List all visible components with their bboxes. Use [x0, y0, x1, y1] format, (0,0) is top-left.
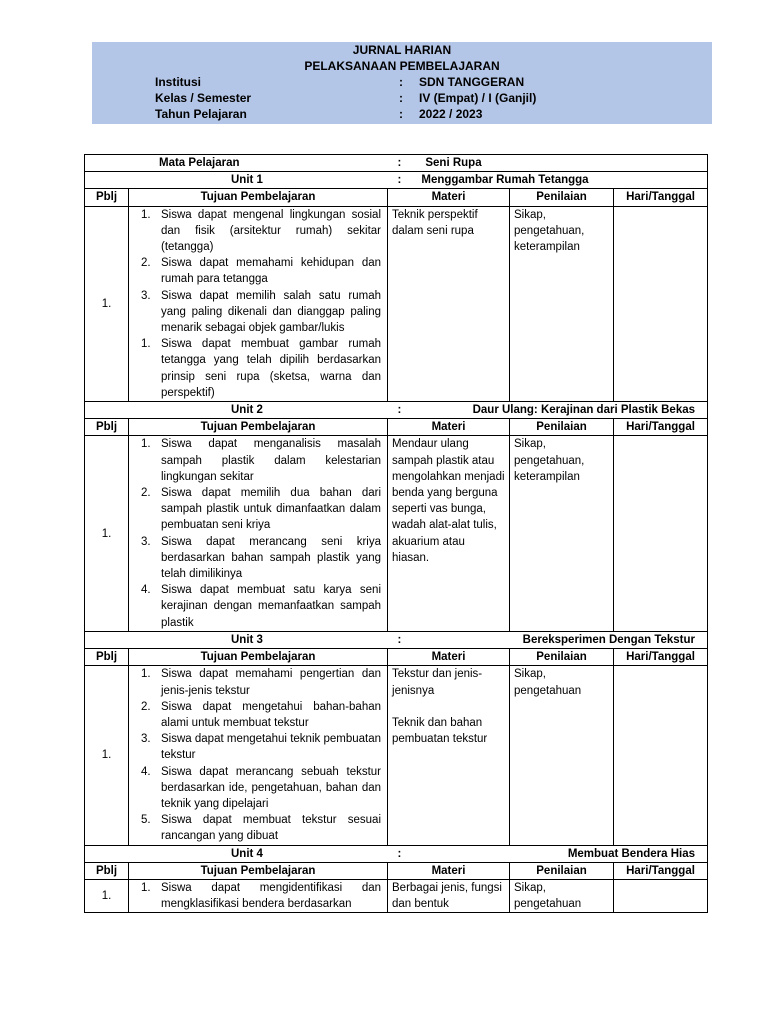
- goal-item: [133, 582, 381, 631]
- materi-text: Mendaur ulang sampah plastik atau mengolahkan menjadi benda yang berguna seperti vas bunga, wadah alat-alat tulis, akuarium atau hiasan.: [392, 438, 505, 564]
- goals-cell: [129, 206, 388, 401]
- goals-cell: [129, 879, 388, 912]
- penilaian-cell: [510, 666, 614, 845]
- col-tujuan-header: Tujuan Pembelajaran: [129, 862, 388, 879]
- col-tujuan-header: Tujuan Pembelajaran: [129, 649, 388, 666]
- unit-title-cell: [388, 631, 708, 648]
- col-tujuan-header: Tujuan Pembelajaran: [129, 189, 388, 206]
- col-materi-header: Materi: [388, 189, 510, 206]
- goal-item: [133, 207, 381, 256]
- goals-list: [133, 436, 381, 630]
- goal-item: [133, 336, 381, 401]
- unit-title: Daur Ulang: Kerajinan dari Plastik Bekas: [472, 404, 696, 417]
- materi-text: Teknik dan bahan pembuatan tekstur: [392, 716, 488, 745]
- col-materi-header: Materi: [388, 862, 510, 879]
- pblj-number: 1.: [85, 879, 129, 912]
- goal-text: Siswa dapat mengetahui teknik pembuatan tekstur: [161, 733, 382, 762]
- col-pblj-header: Pblj: [85, 862, 129, 879]
- journal-title: JURNAL HARIAN: [352, 43, 452, 57]
- goal-number: 2.: [141, 700, 151, 713]
- unit-title: Menggambar Rumah Tetangga: [421, 174, 589, 187]
- materi-cell: [388, 879, 510, 912]
- unit-colon: :: [397, 633, 402, 646]
- institusi-label: Institusi: [155, 75, 202, 89]
- unit-label: Unit 3: [85, 631, 388, 648]
- journal-subtitle: PELAKSANAAN PEMBELAJARAN: [304, 59, 500, 73]
- materi-text: Berbagai jenis, fungsi dan bentuk: [392, 881, 502, 911]
- goal-text: Siswa dapat membuat tekstur sesuai rancangan yang dibuat: [161, 814, 382, 843]
- subject-label: Mata Pelajaran: [85, 155, 388, 172]
- col-materi-header: Materi: [388, 649, 510, 666]
- hari-tanggal-cell: [614, 666, 708, 845]
- col-pblj-header: Pblj: [85, 649, 129, 666]
- goal-item: [133, 812, 381, 844]
- goal-number: 2.: [141, 487, 151, 500]
- col-tujuan-header: Tujuan Pembelajaran: [129, 419, 388, 436]
- goal-item: [133, 288, 381, 337]
- col-penilaian-header: Penilaian: [510, 419, 614, 436]
- unit-title-row: [85, 631, 708, 648]
- institusi-colon: :: [399, 75, 403, 89]
- unit-colon: :: [397, 174, 402, 187]
- unit-content-row: [85, 879, 708, 912]
- goal-item: [133, 764, 381, 813]
- col-hari-header: Hari/Tanggal: [614, 189, 708, 206]
- penilaian-text: keterampilan: [514, 241, 580, 254]
- goal-text: Siswa dapat merancang sebuah tekstur berdasarkan ide, pengetahuan, bahan dan teknik yang dipelajari: [161, 765, 382, 810]
- penilaian-cell: [510, 206, 614, 401]
- column-header-row: [85, 189, 708, 206]
- materi-cell: [388, 436, 510, 631]
- penilaian-text: pengetahuan: [514, 684, 582, 697]
- unit-content-row: [85, 666, 708, 845]
- subject-value-cell: [388, 155, 708, 172]
- col-pblj-header: Pblj: [85, 419, 129, 436]
- unit-content-row: [85, 206, 708, 401]
- col-materi-header: Materi: [388, 419, 510, 436]
- materi-cell: [388, 666, 510, 845]
- unit-title-row: [85, 402, 708, 419]
- penilaian-text: keterampilan: [514, 470, 580, 483]
- col-penilaian-header: Penilaian: [510, 189, 614, 206]
- goal-text: Siswa dapat menganalisis masalah sampah plastik dalam kelestarian lingkungan sekitar: [161, 438, 382, 483]
- goal-item: [133, 880, 381, 912]
- goals-list: [133, 880, 381, 912]
- penilaian-text: pengetahuan: [514, 898, 582, 911]
- tahun-label: Tahun Pelajaran: [155, 107, 247, 121]
- penilaian-cell: [510, 436, 614, 631]
- goal-item: [133, 666, 381, 698]
- goal-item: [133, 255, 381, 287]
- goal-item: [133, 485, 381, 534]
- goal-text: Siswa dapat mengidentifikasi dan mengklasifikasi bendera berdasarkan: [161, 881, 382, 911]
- pblj-number: 1.: [85, 206, 129, 401]
- col-penilaian-header: Penilaian: [510, 649, 614, 666]
- goal-number: 1.: [141, 208, 151, 221]
- penilaian-text: pengetahuan,: [514, 224, 585, 237]
- goal-number: 3.: [141, 535, 151, 548]
- unit-title: Membuat Bendera Hias: [567, 847, 696, 860]
- journal-table: [84, 154, 708, 913]
- col-hari-header: Hari/Tanggal: [614, 419, 708, 436]
- goal-text: Siswa dapat memilih dua bahan dari sampah plastik untuk dimanfaatkan dalam pembuatan seni kriya: [161, 487, 382, 532]
- kelas-colon: :: [399, 91, 403, 105]
- hari-tanggal-cell: [614, 879, 708, 912]
- goal-text: Siswa dapat merancang seni kriya berdasarkan bahan sampah plastik yang telah dimilikinya: [161, 535, 382, 581]
- goal-text: Siswa dapat membuat gambar rumah tetangga yang telah dipilih berdasarkan prinsip seni rupa (sketsa, warna dan perspektif): [161, 338, 382, 399]
- hari-tanggal-cell: [614, 206, 708, 401]
- column-header-row: [85, 862, 708, 879]
- penilaian-text: Sikap,: [514, 881, 546, 894]
- materi-text: Tekstur dan jenis-jenisnya: [392, 668, 483, 697]
- goal-number: 4.: [141, 584, 151, 597]
- penilaian-text: pengetahuan,: [514, 454, 585, 467]
- materi-text: [392, 699, 505, 715]
- unit-title: Bereksperimen Dengan Tekstur: [522, 633, 696, 646]
- institusi-value: SDN TANGGERAN: [419, 75, 525, 89]
- unit-label: Unit 2: [85, 402, 388, 419]
- subject-value: Seni Rupa: [425, 157, 482, 169]
- unit-title-row: [85, 845, 708, 862]
- kelas-value: IV (Empat) / I (Ganjil): [419, 91, 537, 105]
- unit-title-cell: [388, 402, 708, 419]
- goal-item: [133, 534, 381, 583]
- penilaian-cell: [510, 879, 614, 912]
- pblj-number: 1.: [85, 666, 129, 845]
- unit-colon: :: [397, 847, 402, 860]
- unit-label: Unit 4: [85, 845, 388, 862]
- subject-colon: :: [397, 157, 402, 169]
- goal-item: [133, 436, 381, 485]
- pblj-number: 1.: [85, 436, 129, 631]
- goals-cell: [129, 666, 388, 845]
- tahun-value: 2022 / 2023: [419, 107, 483, 121]
- goal-text: Siswa dapat membuat satu karya seni kerajinan dengan memanfaatkan sampah plastik: [161, 584, 382, 629]
- goal-number: 1.: [141, 338, 151, 351]
- goals-cell: [129, 436, 388, 631]
- subject-row: [85, 155, 708, 172]
- goal-number: 1.: [141, 881, 151, 894]
- goal-text: Siswa dapat mengenal lingkungan sosial dan fisik (arsitektur rumah) sekitar (tetangga): [161, 208, 382, 254]
- tahun-colon: :: [399, 107, 403, 121]
- goals-list: [133, 666, 381, 844]
- materi-text: Teknik perspektif dalam seni rupa: [392, 208, 478, 237]
- goal-number: 1.: [141, 438, 151, 451]
- goals-list: [133, 207, 381, 401]
- column-header-row: [85, 649, 708, 666]
- goal-number: 2.: [141, 257, 151, 270]
- kelas-label: Kelas / Semester: [155, 91, 252, 105]
- unit-colon: :: [397, 404, 402, 417]
- goal-number: 5.: [141, 814, 151, 827]
- hari-tanggal-cell: [614, 436, 708, 631]
- unit-title-cell: [388, 172, 708, 189]
- goal-number: 3.: [141, 733, 151, 746]
- unit-content-row: [85, 436, 708, 631]
- goal-text: Siswa dapat memahami kehidupan dan rumah para tetangga: [161, 257, 382, 286]
- col-hari-header: Hari/Tanggal: [614, 862, 708, 879]
- penilaian-text: Sikap,: [514, 208, 546, 221]
- goal-text: Siswa dapat memahami pengertian dan jenis-jenis tekstur: [161, 668, 382, 697]
- penilaian-text: Sikap,: [514, 668, 546, 681]
- goal-item: [133, 699, 381, 731]
- materi-cell: [388, 206, 510, 401]
- journal-header: [92, 42, 712, 124]
- goal-number: 1.: [141, 668, 151, 681]
- goal-number: 4.: [141, 765, 151, 778]
- col-pblj-header: Pblj: [85, 189, 129, 206]
- goal-text: Siswa dapat memilih salah satu rumah yang paling dikenali dan dianggap paling menarik sebagai objek gambar/lukis: [161, 289, 382, 335]
- column-header-row: [85, 419, 708, 436]
- col-hari-header: Hari/Tanggal: [614, 649, 708, 666]
- unit-title-cell: [388, 845, 708, 862]
- unit-title-row: [85, 172, 708, 189]
- unit-label: Unit 1: [85, 172, 388, 189]
- goal-number: 3.: [141, 289, 151, 302]
- col-penilaian-header: Penilaian: [510, 862, 614, 879]
- goal-text: Siswa dapat mengetahui bahan-bahan alami untuk membuat tekstur: [161, 700, 382, 729]
- penilaian-text: Sikap,: [514, 438, 546, 451]
- goal-item: [133, 731, 381, 763]
